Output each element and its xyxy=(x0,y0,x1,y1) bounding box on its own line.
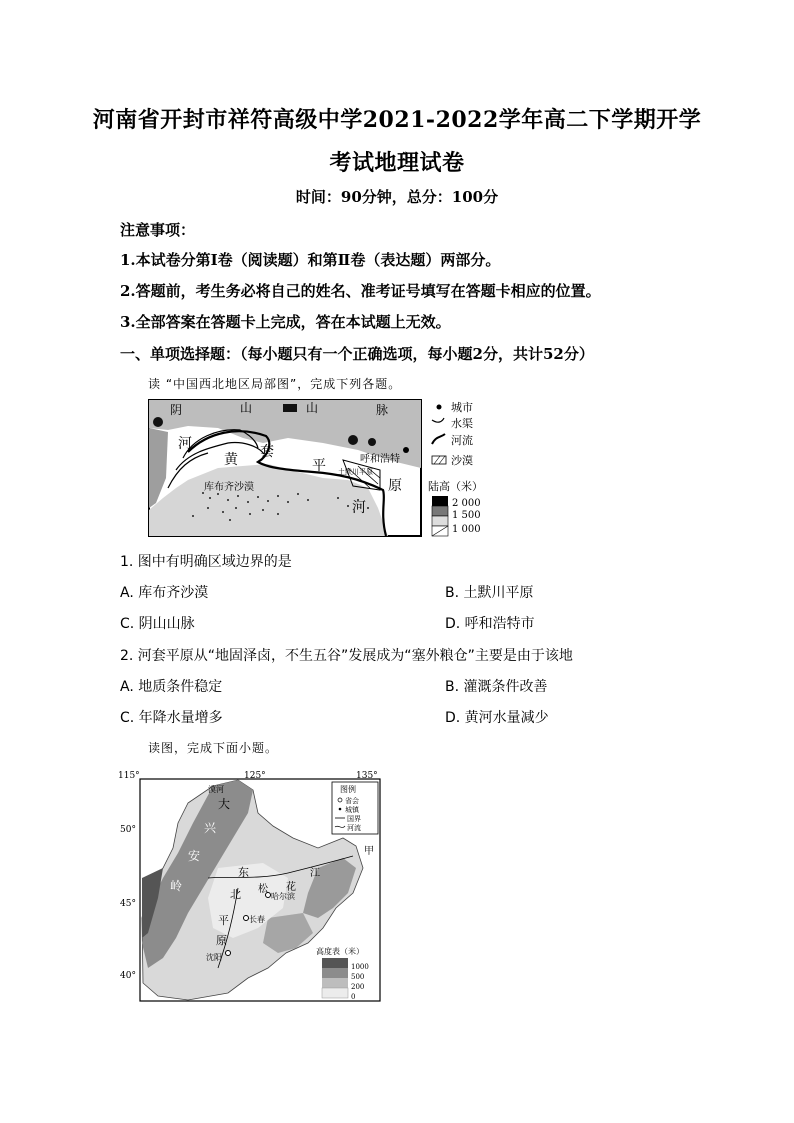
q1-option-a[interactable]: A. 库布齐沙漠 xyxy=(120,585,209,601)
map2-label-jia: 甲 xyxy=(364,846,374,857)
map2-legend-river: 河流 xyxy=(347,824,361,832)
map2-label-an: 安 xyxy=(188,849,201,863)
map2-legend-border: 国界 xyxy=(347,815,361,823)
map2-label-dong: 东 xyxy=(238,866,249,879)
map2-legend-town: 城镇 xyxy=(345,806,359,814)
exam-time-info: 时间：90分钟，总分：100分 xyxy=(295,188,499,206)
map1-label-tumochuan: 土默川平原 xyxy=(338,468,373,476)
map2-label-ping: 平 xyxy=(218,914,229,927)
map2-label-shenyang: 沈阳 xyxy=(206,953,222,962)
map1-label-hohhot: 呼和浩特 xyxy=(360,454,400,465)
map1-legend-e2000: 2 000 xyxy=(452,498,481,509)
map2-elev-500: 500 xyxy=(351,973,365,981)
map2-legend-title: 图例 xyxy=(340,785,356,794)
map1-label-yuan: 原 xyxy=(388,478,402,494)
notes-heading: 注意事项： xyxy=(120,221,196,239)
map2-label-hua: 花 xyxy=(286,882,296,893)
map1-label-yin: 阴 xyxy=(170,403,183,417)
map2-lon-125: 125° xyxy=(244,771,266,781)
map1-dark-peak xyxy=(348,435,358,445)
map2-label-ling: 岭 xyxy=(170,879,183,893)
q2-option-a[interactable]: A. 地质条件稳定 xyxy=(120,679,223,695)
note-item-2: 2.答题前，考生务必将自己的姓名、准考证号填写在答题卡相应的位置。 xyxy=(120,282,601,300)
map1-legend-e1500: 1 500 xyxy=(452,510,481,521)
map2-label-mohe: 漠河 xyxy=(208,785,224,794)
document-title-line1: 河南省开封市祥符高级中学2021-2022学年高二下学期开学 xyxy=(92,107,702,133)
map1-label-he1: 河 xyxy=(178,436,192,452)
canal-icon xyxy=(432,418,444,422)
map2-changchun-marker xyxy=(244,916,249,921)
map1-legend-e1000: 1 000 xyxy=(452,524,481,535)
question-1-stem: 1. 图中有明确区域边界的是 xyxy=(120,554,292,570)
section-heading: 一、单项选择题：（每小题只有一个正确选项，每小题2分，共计52分） xyxy=(120,345,594,363)
map2-label-changchun: 长春 xyxy=(249,915,265,924)
map1-hohhot-marker xyxy=(403,447,409,453)
map2-northeast-china xyxy=(118,768,388,1006)
map2-label-bei: 北 xyxy=(230,888,241,901)
map2-intro: 读图，完成下面小题。 xyxy=(148,741,279,755)
elevation-swatch xyxy=(432,496,448,506)
map2-shenyang-marker xyxy=(226,951,231,956)
map1-legend-elev-title: 陆高（米） xyxy=(428,480,483,493)
map1-label-shan2: 山 xyxy=(306,401,319,415)
map1-legend-canal: 水渠 xyxy=(451,417,473,430)
map1-legend-desert: 沙漠 xyxy=(451,454,473,467)
town-icon xyxy=(339,808,342,811)
question-2-stem: 2. 河套平原从“地固泽卤，不生五谷”发展成为“塞外粮仓”主要是由于该地 xyxy=(120,648,573,664)
map2-elev-1000: 1000 xyxy=(351,963,369,971)
q2-option-b[interactable]: B. 灌溉条件改善 xyxy=(445,679,548,695)
map2-label-harbin: 哈尔滨 xyxy=(271,892,295,901)
map2-elev-0: 0 xyxy=(351,993,356,1001)
map1-label-huang: 黄 xyxy=(224,452,238,468)
map1-label-he2: 河 xyxy=(352,500,366,516)
note-item-3: 3.全部答案在答题卡上完成，答在本试题上无效。 xyxy=(120,313,451,331)
map1-label-shan1: 山 xyxy=(240,401,253,415)
elevation-swatch xyxy=(432,516,448,526)
map2-lat-45: 45° xyxy=(120,899,136,909)
q2-option-c[interactable]: C. 年降水量增多 xyxy=(120,710,223,726)
map1-label-ping: 平 xyxy=(312,458,326,474)
map2-label-yuan: 原 xyxy=(216,934,227,947)
map1-label-mai: 脉 xyxy=(376,403,389,417)
map1-legend-city: 城市 xyxy=(451,401,473,414)
map2-legend-capital: 省会 xyxy=(345,797,359,805)
map1-dark-peak xyxy=(283,404,297,412)
map1-northwest-china xyxy=(148,398,488,540)
document-title-line2: 考试地理试卷 xyxy=(329,150,465,176)
q1-option-c[interactable]: C. 阴山山脉 xyxy=(120,616,195,632)
elevation-swatch xyxy=(322,988,348,998)
map2-lon-115: 115° xyxy=(118,771,140,781)
map1-legend-river: 河流 xyxy=(451,434,473,447)
map2-label-song: 松 xyxy=(258,884,268,895)
map1-intro: 读 “中国西北地区局部图”，完成下列各题。 xyxy=(148,377,402,391)
map1-label-kubuqi: 库布齐沙漠 xyxy=(204,482,254,493)
elevation-swatch xyxy=(322,968,348,978)
map2-label-jiang: 江 xyxy=(310,868,320,879)
map1-label-tao: 套 xyxy=(260,444,274,460)
map2-elev-200: 200 xyxy=(351,983,365,991)
elevation-swatch xyxy=(432,506,448,516)
map2-label-xing: 兴 xyxy=(204,821,217,835)
q1-option-b[interactable]: B. 土默川平原 xyxy=(445,585,534,601)
q1-option-d[interactable]: D. 呼和浩特市 xyxy=(445,616,535,632)
map1-dark-peak xyxy=(153,417,163,427)
map2-lat-50: 50° xyxy=(120,825,136,835)
river-icon xyxy=(432,434,445,444)
elevation-swatch xyxy=(322,978,348,988)
map2-elev-title: 高度表（米） xyxy=(316,947,364,956)
map2-lon-135: 135° xyxy=(356,771,378,781)
map2-lat-40: 40° xyxy=(120,971,136,981)
map1-dark-peak xyxy=(368,438,376,446)
city-icon xyxy=(437,405,442,410)
q2-option-d[interactable]: D. 黄河水量减少 xyxy=(445,710,549,726)
elevation-swatch xyxy=(322,958,348,968)
map2-label-da: 大 xyxy=(218,797,231,811)
note-item-1: 1.本试卷分第Ⅰ卷（阅读题）和第Ⅱ卷（表达题）两部分。 xyxy=(120,251,501,269)
